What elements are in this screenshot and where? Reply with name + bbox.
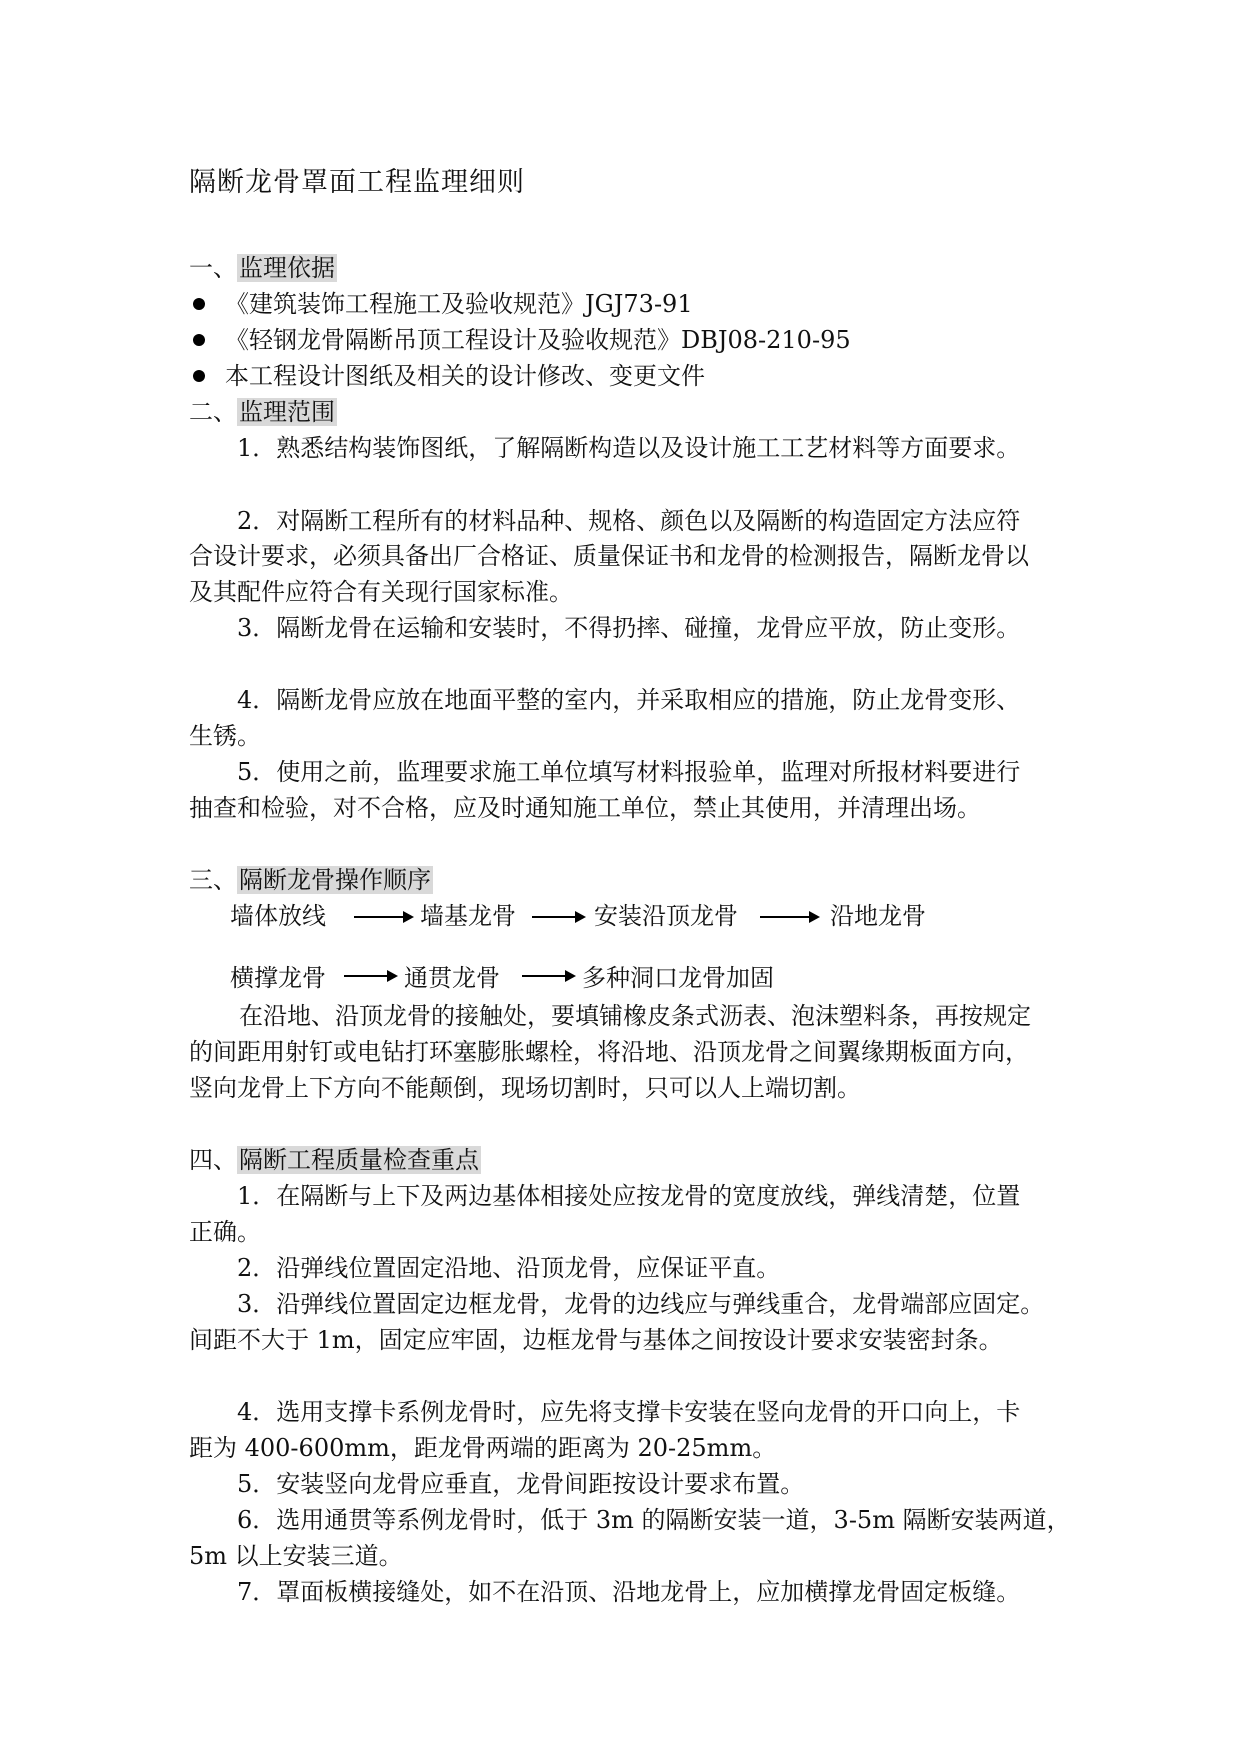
paragraph-line: 3．隔断龙骨在运输和安装时，不得扔摔、碰撞，龙骨应平放，防止变形。 [237,614,1021,642]
section-2-heading [189,396,337,428]
paragraph-line: 及其配件应符合有关现行国家标准。 [189,578,573,606]
section-1-title: 监理依据 [239,254,335,282]
section-4-heading [189,1144,481,1176]
paragraph-line: 1．在隔断与上下及两边基体相接处应按龙骨的宽度放线，弹线清楚，位置 [237,1182,1021,1210]
document-title: 隔断龙骨罩面工程监理细则 [189,167,525,198]
flow-step: 墙体放线 [230,902,326,930]
paragraph-line: 距为 400-600mm，距龙骨两端的距离为 20-25mm。 [189,1434,777,1462]
flow-step: 通贯龙骨 [404,964,500,992]
section-1-prefix: 一、 [189,254,237,282]
section-3-heading [189,864,433,896]
paragraph-line: 3．沿弹线位置固定边框龙骨，龙骨的边线应与弹线重合，龙骨端部应固定。 [237,1290,1045,1318]
arrow-right-icon [532,916,584,918]
flow-step: 多种洞口龙骨加固 [582,964,774,992]
flow-step: 安装沿顶龙骨 [594,902,738,930]
reference-item: 本工程设计图纸及相关的设计修改、变更文件 [225,362,705,390]
paragraph-line: 2．沿弹线位置固定沿地、沿顶龙骨，应保证平直。 [237,1254,781,1282]
paragraph-line: 5．安装竖向龙骨应垂直，龙骨间距按设计要求布置。 [237,1470,805,1498]
section-4-title: 隔断工程质量检查重点 [239,1146,479,1174]
flow-step: 墙基龙骨 [420,902,516,930]
arrow-right-icon [354,916,412,918]
arrow-right-icon [760,916,818,918]
paragraph-line: 抽查和检验，对不合格，应及时通知施工单位，禁止其使用，并清理出场。 [189,794,981,822]
paragraph-line: 1．熟悉结构装饰图纸，了解隔断构造以及设计施工工艺材料等方面要求。 [237,434,1021,462]
flow-step: 横撑龙骨 [230,964,326,992]
reference-item: 《建筑装饰工程施工及验收规范》JGJ73-91 [225,290,693,318]
paragraph-line: 在沿地、沿顶龙骨的接触处，要填铺橡皮条式沥表、泡沫塑料条，再按规定 [239,1002,1031,1030]
bullet-icon [193,298,205,310]
flow-step: 沿地龙骨 [830,902,926,930]
paragraph-line: 5m 以上安装三道。 [189,1542,403,1570]
paragraph-line: 正确。 [189,1218,261,1246]
arrow-right-icon [344,975,396,977]
paragraph-line: 6．选用通贯等系例龙骨时，低于 3m 的隔断安装一道，3-5m 隔断安装两道， [237,1506,1071,1534]
section-1-heading [189,252,337,284]
bullet-icon [193,334,205,346]
paragraph-line: 4．隔断龙骨应放在地面平整的室内，并采取相应的措施，防止龙骨变形、 [237,686,1021,714]
paragraph-line: 间距不大于 1m，固定应牢固，边框龙骨与基体之间按设计要求安装密封条。 [189,1326,1003,1354]
paragraph-line: 5．使用之前，监理要求施工单位填写材料报验单，监理对所报材料要进行 [237,758,1021,786]
section-3-title: 隔断龙骨操作顺序 [239,866,431,894]
paragraph-line: 4．选用支撑卡系例龙骨时，应先将支撑卡安装在竖向龙骨的开口向上，卡 [237,1398,1021,1426]
paragraph-line: 的间距用射钉或电钻打环塞膨胀螺栓，将沿地、沿顶龙骨之间翼缘期板面方向， [189,1038,1029,1066]
section-2-title: 监理范围 [239,398,335,426]
paragraph-line: 竖向龙骨上下方向不能颠倒，现场切割时，只可以人上端切割。 [189,1074,861,1102]
paragraph-line: 生锈。 [189,722,261,750]
section-4-prefix: 四、 [189,1146,237,1174]
section-2-prefix: 二、 [189,398,237,426]
reference-item: 《轻钢龙骨隔断吊顶工程设计及验收规范》DBJ08-210-95 [225,326,851,354]
paragraph-line: 7．罩面板横接缝处，如不在沿顶、沿地龙骨上，应加横撑龙骨固定板缝。 [237,1578,1021,1606]
paragraph-line: 2．对隔断工程所有的材料品种、规格、颜色以及隔断的构造固定方法应符 [237,507,1021,535]
arrow-right-icon [522,975,574,977]
paragraph-line: 合设计要求，必须具备出厂合格证、质量保证书和龙骨的检测报告，隔断龙骨以 [189,542,1029,570]
bullet-icon [193,370,205,382]
section-3-prefix: 三、 [189,866,237,894]
